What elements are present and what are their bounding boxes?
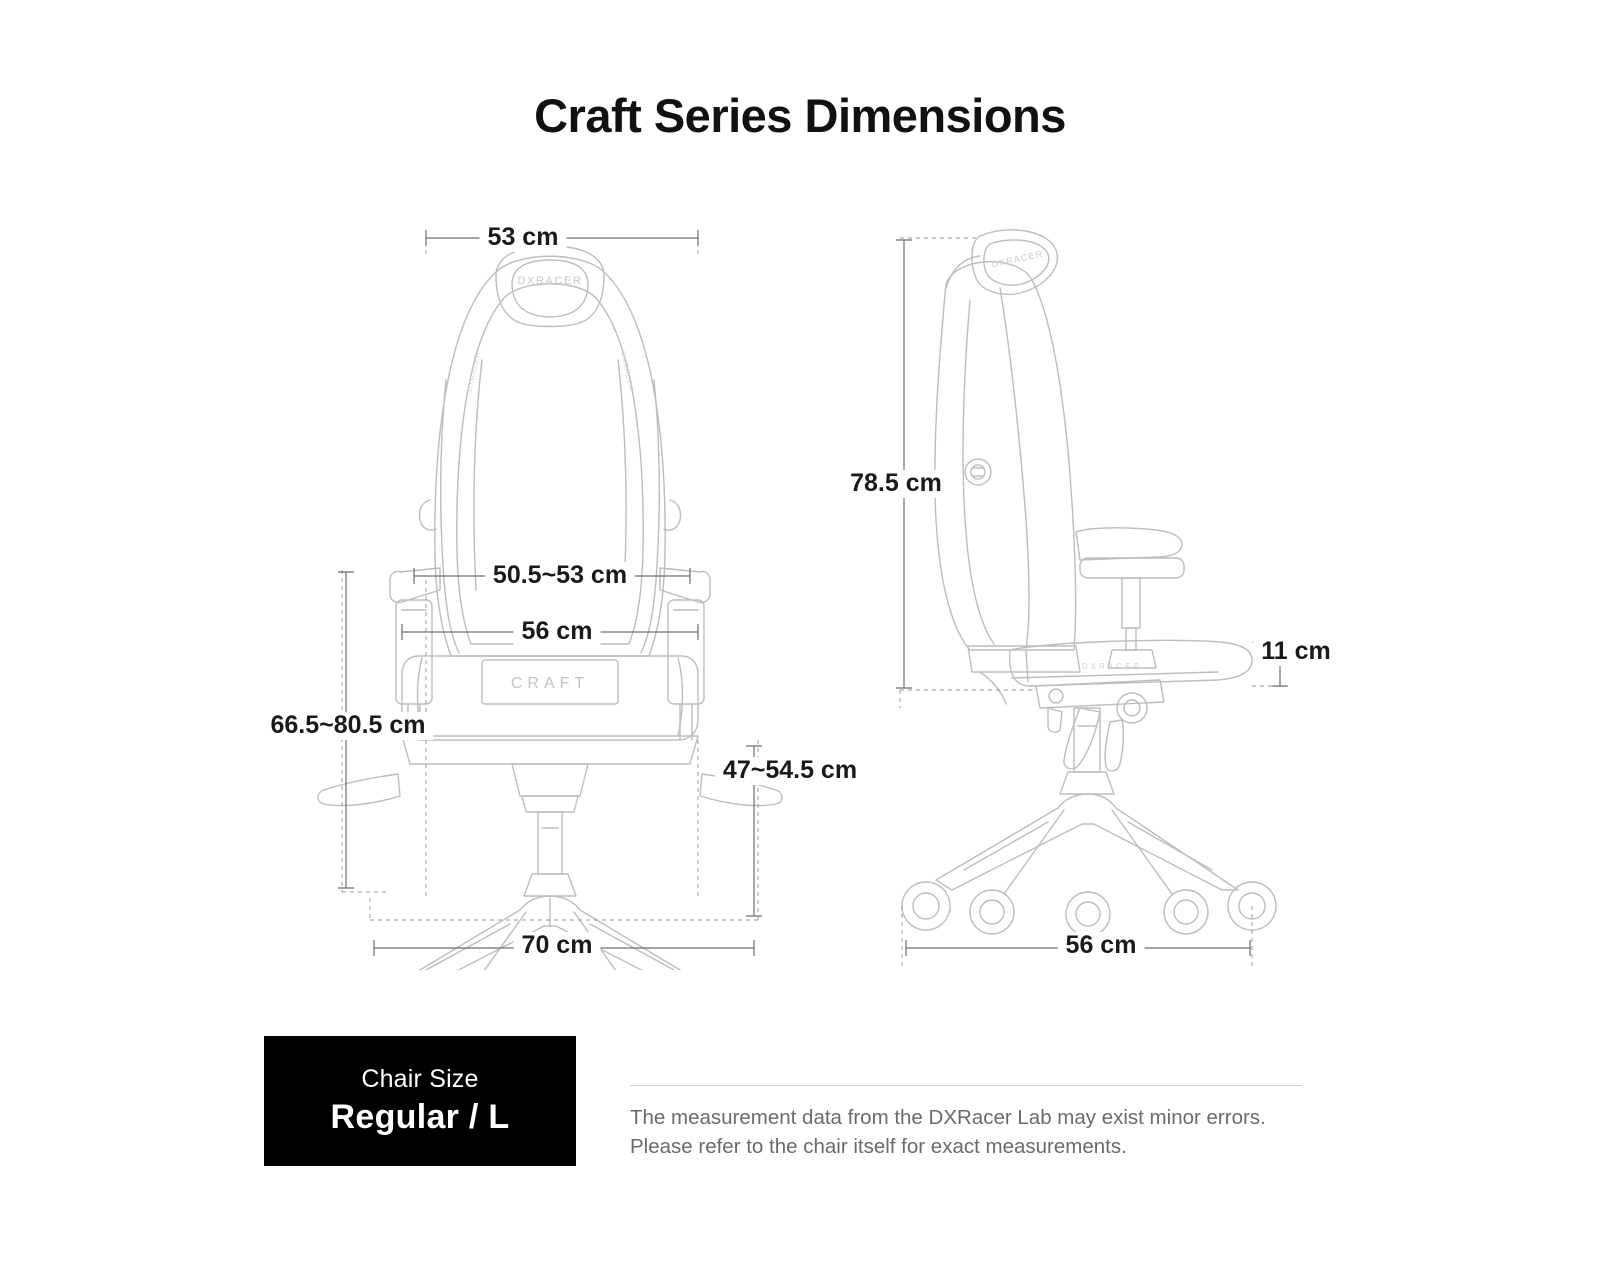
dim-armrest-height: 66.5~80.5 cm bbox=[263, 712, 434, 740]
disclaimer-line-1: The measurement data from the DXRacer Lab may exist minor errors. bbox=[630, 1106, 1266, 1129]
dim-seat-width: 56 cm bbox=[514, 618, 601, 646]
dimensions-diagram bbox=[0, 180, 1600, 1000]
dim-base-depth: 56 cm bbox=[1058, 932, 1145, 960]
disclaimer-line-2: Please refer to the chair itself for exact measurements. bbox=[630, 1135, 1127, 1159]
chair-size-value: Regular / L bbox=[330, 1098, 510, 1136]
chair-size-label: Chair Size bbox=[361, 1065, 479, 1093]
dim-backrest-height: 78.5 cm bbox=[842, 470, 950, 498]
page-title: Craft Series Dimensions bbox=[534, 89, 1066, 142]
side-view-drawing bbox=[860, 180, 1340, 970]
dim-armrest-width: 50.5~53 cm bbox=[485, 562, 635, 590]
svg-text:CRAFT: CRAFT bbox=[510, 675, 590, 692]
dim-base-width: 70 cm bbox=[514, 932, 601, 960]
dim-seat-depth-offset: 11 cm bbox=[1253, 638, 1339, 666]
dim-overall-width: 53 cm bbox=[480, 224, 567, 252]
divider bbox=[630, 1085, 1302, 1086]
svg-text:DXRACER: DXRACER bbox=[1081, 662, 1143, 671]
disclaimer bbox=[630, 1085, 1330, 1161]
dim-seat-height: 47~54.5 cm bbox=[715, 757, 865, 785]
svg-text:DXRACER: DXRACER bbox=[466, 350, 483, 393]
chair-size-badge bbox=[264, 1036, 576, 1166]
svg-text:DXRACER: DXRACER bbox=[618, 350, 635, 393]
svg-text:DXRACER: DXRACER bbox=[517, 275, 583, 287]
svg-text:DXRACER: DXRACER bbox=[990, 248, 1045, 270]
